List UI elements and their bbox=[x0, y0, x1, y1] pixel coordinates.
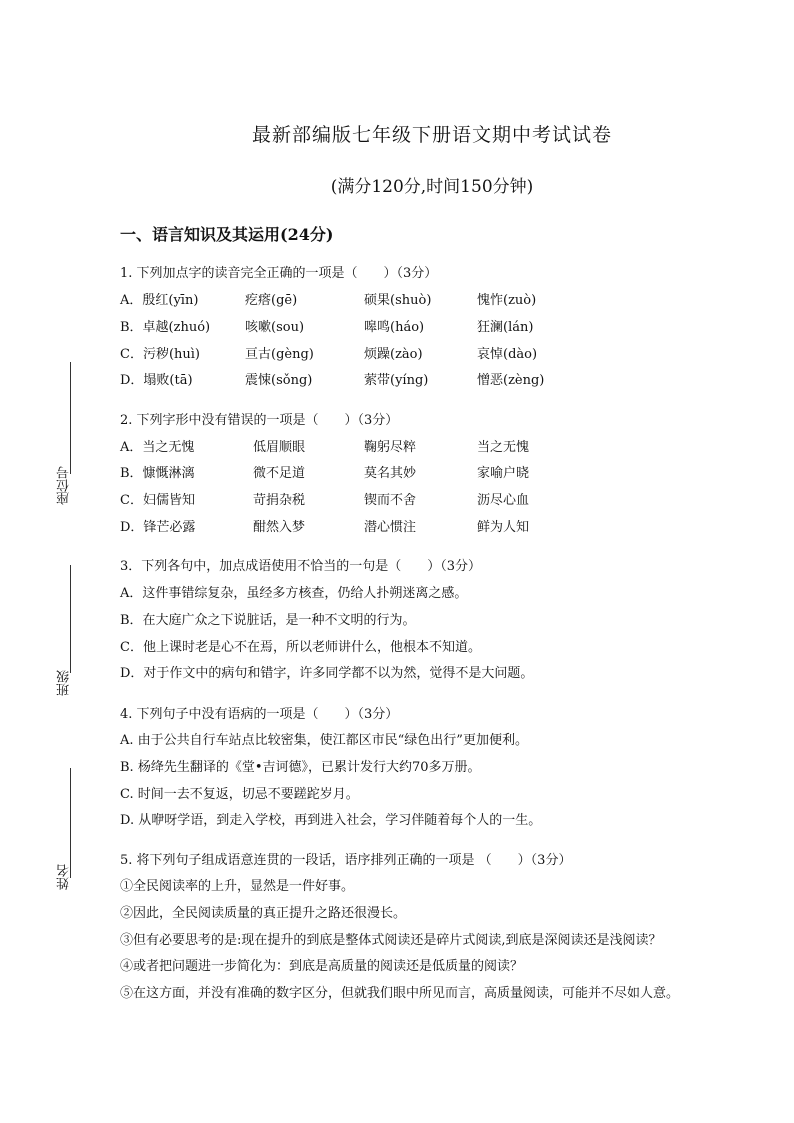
q2-cell: D．锋芒必露 bbox=[120, 520, 196, 535]
question-4-stem: 4. 下列句子中没有语病的一项是（ ）（3分） bbox=[120, 707, 399, 722]
seat-line bbox=[70, 362, 71, 474]
q2-cell: 苛捐杂税 bbox=[253, 493, 306, 508]
q1-cell: 愧怍(zuò) bbox=[477, 293, 537, 308]
q2-cell: A．当之无愧 bbox=[120, 440, 195, 455]
section-heading: 一、语言知识及其运用(24分) bbox=[120, 225, 334, 244]
name-label: 姓名 bbox=[57, 864, 72, 890]
q2-cell: 低眉顺眼 bbox=[253, 440, 306, 455]
q3-option: A．这件事错综复杂，虽经多方核查，仍给人扑朔迷离之感。 bbox=[120, 586, 468, 601]
q1-option-row bbox=[120, 372, 544, 390]
class-label: 班级 bbox=[57, 670, 72, 696]
seat-label: 座位号 bbox=[57, 466, 72, 505]
q2-cell: 酣然入梦 bbox=[253, 520, 306, 535]
q5-sentence: ③但有必要思考的是:现在提升的到底是整体式阅读还是碎片式阅读,到底是深阅读还是浅阅读？ bbox=[120, 933, 662, 948]
q3-option: C．他上课时老是心不在焉，所以老师讲什么，他根本不知道。 bbox=[120, 640, 481, 655]
q2-option-row bbox=[120, 465, 529, 483]
q4-option: D. 从咿呀学语，到走入学校，再到进入社会，学习伴随着每个人的一生。 bbox=[120, 813, 542, 828]
q2-option-row bbox=[120, 492, 529, 510]
q1-cell: 嗥鸣(háo) bbox=[364, 320, 425, 335]
q1-cell: 烦躁(zào) bbox=[364, 347, 423, 362]
q2-option-row bbox=[120, 519, 529, 537]
q2-cell: C．妇儒皆知 bbox=[120, 493, 195, 508]
q1-cell: C．污秽(huì) bbox=[120, 347, 200, 362]
q2-cell: 沥尽心血 bbox=[477, 493, 530, 508]
q1-cell: A．殷红(yīn) bbox=[120, 293, 199, 308]
q2-cell: 鞠躬尽粹 bbox=[364, 440, 417, 455]
question-1-stem: 1. 下列加点字的读音完全正确的一项是（ ）（3分） bbox=[120, 266, 438, 281]
q2-cell: 家喻户晓 bbox=[477, 466, 530, 481]
q2-cell: 微不足道 bbox=[253, 466, 306, 481]
q2-cell: 鲜为人知 bbox=[477, 520, 530, 535]
q1-cell: 憎恶(zèng) bbox=[477, 373, 545, 388]
name-line bbox=[70, 768, 71, 878]
q1-option-row bbox=[120, 292, 536, 310]
q1-cell: 亘古(gèng) bbox=[245, 347, 314, 362]
q1-cell: 震悚(sǒng) bbox=[245, 373, 313, 388]
q1-cell: 萦带(yíng) bbox=[364, 373, 429, 388]
q2-cell: B．慷慨淋漓 bbox=[120, 466, 195, 481]
question-3-stem: 3．下列各句中，加点成语使用不恰当的一句是（ ）（3分） bbox=[120, 559, 482, 574]
q5-sentence: ④或者把问题进一步简化为：到底是高质量的阅读还是低质量的阅读？ bbox=[120, 959, 524, 974]
q1-cell: D．塌败(tā) bbox=[120, 373, 193, 388]
question-5-stem: 5. 将下列句子组成语意连贯的一段话，语序排列正确的一项是 （ ）（3分） bbox=[120, 853, 572, 868]
q4-option: B. 杨绛先生翻译的《堂•吉诃德》，已累计发行大约70多万册。 bbox=[120, 760, 481, 775]
q4-option: A. 由于公共自行车站点比较密集，使江都区市民“绿色出行”更加便利。 bbox=[120, 733, 528, 748]
q1-option-row bbox=[120, 346, 537, 364]
page-subtitle: (满分120分,时间150分钟) bbox=[330, 177, 534, 197]
q2-cell: 当之无愧 bbox=[477, 440, 530, 455]
q1-cell: 咳嗽(sou) bbox=[245, 320, 305, 335]
question-2-stem: 2. 下列字形中没有错误的一项是（ ）（3分） bbox=[120, 413, 399, 428]
q2-cell: 莫名其妙 bbox=[364, 466, 417, 481]
q2-option-row bbox=[120, 439, 529, 457]
q3-option: D．对于作文中的病句和错字，许多同学都不以为然，觉得不是大问题。 bbox=[120, 666, 534, 681]
q2-cell: 潜心惯注 bbox=[364, 520, 417, 535]
q1-option-row bbox=[120, 319, 533, 337]
q1-cell: 硕果(shuò) bbox=[364, 293, 432, 308]
q1-cell: 哀悼(dào) bbox=[477, 347, 538, 362]
q5-sentence: ②因此，全民阅读质量的真正提升之路还很漫长。 bbox=[120, 906, 407, 921]
q1-cell: 疙瘩(gē) bbox=[245, 293, 298, 308]
q3-option: B．在大庭广众之下说脏话，是一种不文明的行为。 bbox=[120, 613, 416, 628]
q4-option: C. 时间一去不复返，切忌不要蹉跎岁月。 bbox=[120, 787, 359, 802]
class-line bbox=[70, 565, 71, 673]
q5-sentence: ⑤在这方面，并没有准确的数字区分，但就我们眼中所见而言，高质量阅读，可能并不尽如人意。 bbox=[120, 986, 680, 1001]
q1-cell: 狂澜(lán) bbox=[477, 320, 534, 335]
q1-cell: B．卓越(zhuó) bbox=[120, 320, 211, 335]
page-title: 最新部编版七年级下册语文期中考试试卷 bbox=[251, 124, 612, 146]
q5-sentence: ①全民阅读率的上升，显然是一件好事。 bbox=[120, 879, 355, 894]
q2-cell: 锲而不舍 bbox=[364, 493, 417, 508]
